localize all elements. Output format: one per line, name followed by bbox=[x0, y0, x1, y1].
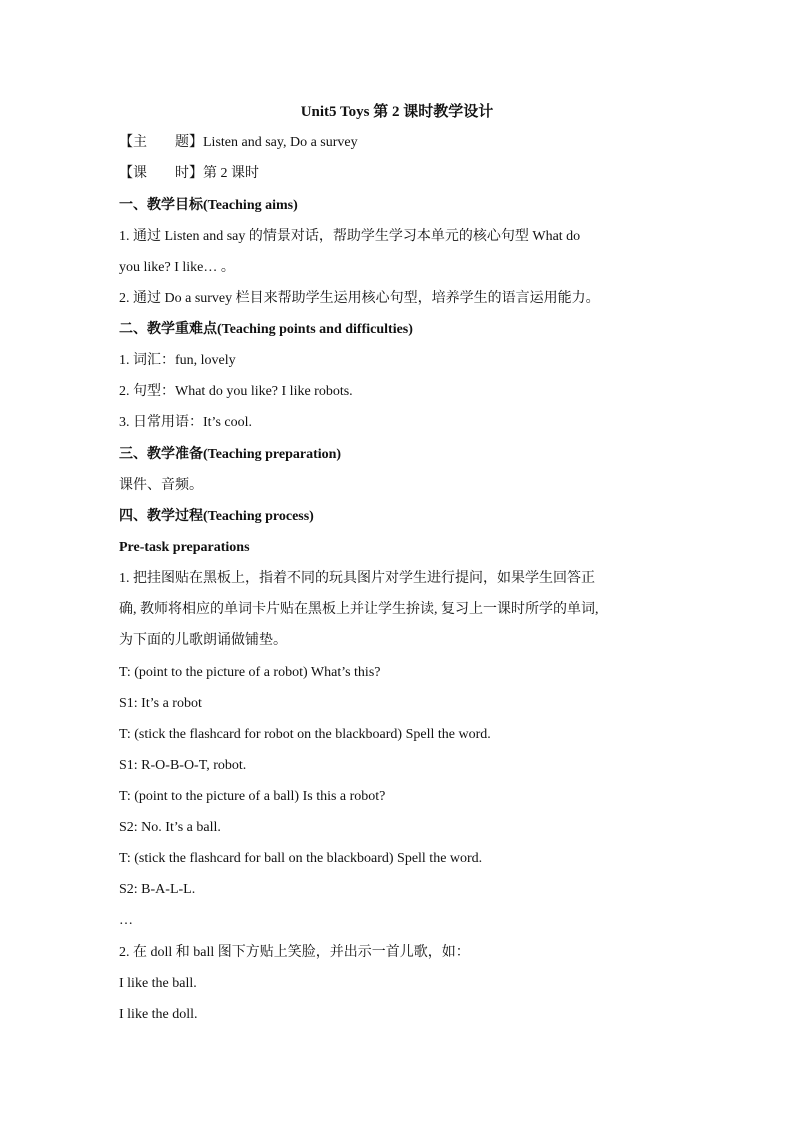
dialogue-line: T: (point to the picture of a ball) Is this a robot? bbox=[119, 789, 386, 804]
dialogue-line: S2: No. It’s a ball. bbox=[119, 820, 221, 835]
step-2: 2. 在 doll 和 ball 图下方贴上笑脸，并出示一首儿歌，如： bbox=[119, 945, 470, 960]
document-title: Unit5 Toys 第 2 课时教学设计 bbox=[300, 104, 494, 120]
section-heading-points: 二、教学重难点(Teaching points and difficulties) bbox=[119, 322, 413, 337]
dialogue-line: T: (stick the flashcard for robot on the blackboard) Spell the word. bbox=[119, 727, 491, 742]
section-heading-aims: 一、教学目标(Teaching aims) bbox=[119, 198, 298, 213]
aim-1-line-1: 1. 通过 Listen and say 的情景对话，帮助学生学习本单元的核心句型 What do bbox=[119, 229, 581, 244]
step-1-line-1: 1. 把挂图贴在黑板上，指着不同的玩具图片对学生进行提问，如果学生回答正 bbox=[119, 571, 595, 586]
rhyme-line: I like the ball. bbox=[119, 976, 197, 991]
meta-topic: 【主 题】Listen and say, Do a survey bbox=[119, 135, 358, 150]
point-3: 3. 日常用语：It’s cool. bbox=[119, 415, 252, 430]
pretask-heading: Pre-task preparations bbox=[119, 540, 250, 555]
ellipsis: … bbox=[119, 913, 133, 928]
dialogue-line: T: (stick the flashcard for ball on the blackboard) Spell the word. bbox=[119, 851, 483, 866]
step-1-line-2: 确, 教师将相应的单词卡片贴在黑板上并让学生拚读, 复习上一课时所学的单词, bbox=[119, 602, 599, 617]
meta-period: 【课 时】第 2 课时 bbox=[119, 166, 259, 181]
point-2: 2. 句型：What do you like? I like robots. bbox=[119, 384, 353, 399]
aim-1-line-2: you like? I like… 。 bbox=[119, 260, 235, 275]
dialogue-line: S1: It’s a robot bbox=[119, 696, 202, 711]
preparation-text: 课件、音频。 bbox=[119, 478, 203, 493]
dialogue-line: S2: B-A-L-L. bbox=[119, 882, 196, 897]
dialogue-line: T: (point to the picture of a robot) What’s this? bbox=[119, 665, 381, 680]
aim-2: 2. 通过 Do a survey 栏目来帮助学生运用核心句型，培养学生的语言运用能力。 bbox=[119, 291, 600, 306]
dialogue-line: S1: R-O-B-O-T, robot. bbox=[119, 758, 247, 773]
section-heading-process: 四、教学过程(Teaching process) bbox=[119, 509, 314, 524]
step-1-line-3: 为下面的儿歌朗诵做铺垫。 bbox=[119, 633, 287, 648]
section-heading-preparation: 三、教学准备(Teaching preparation) bbox=[119, 447, 342, 462]
rhyme-line: I like the doll. bbox=[119, 1007, 198, 1022]
point-1: 1. 词汇：fun, lovely bbox=[119, 353, 236, 368]
